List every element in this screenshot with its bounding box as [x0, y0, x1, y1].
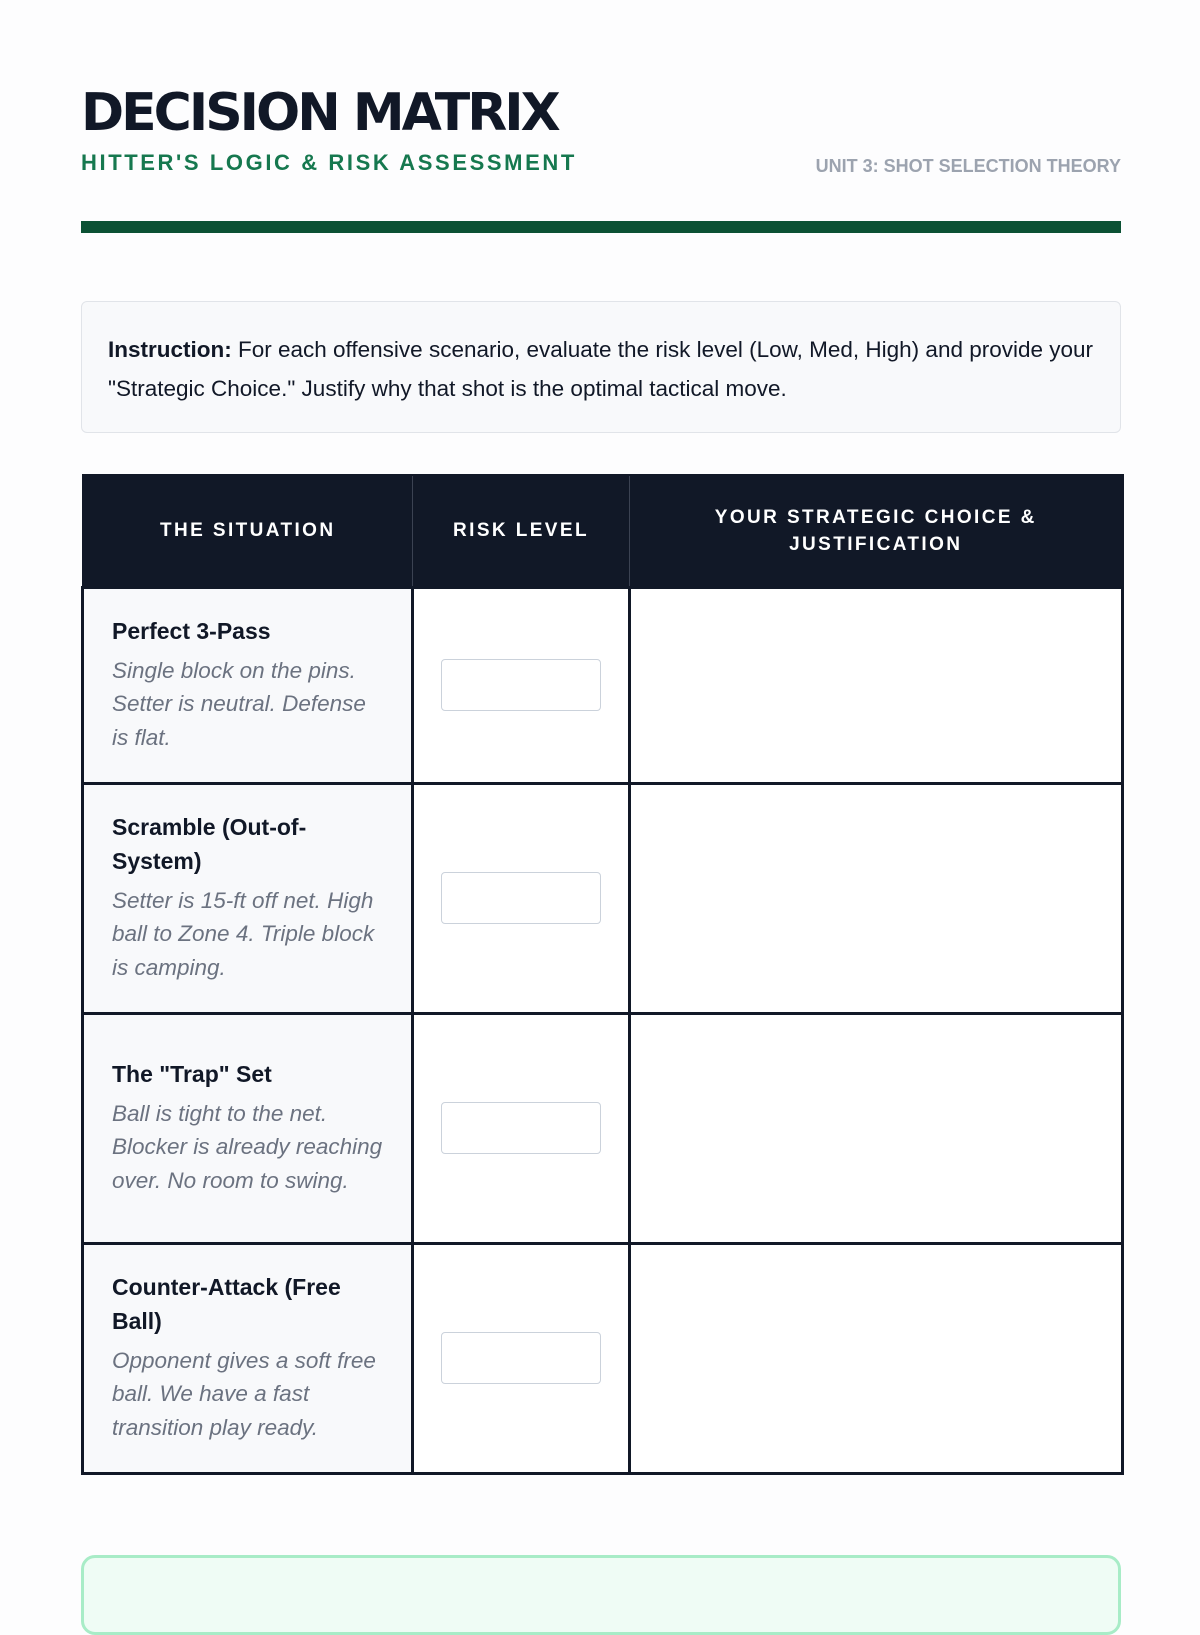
instruction-box [81, 301, 1121, 433]
page-title: DECISION MATRIX [81, 83, 558, 143]
situation-cell [83, 587, 413, 783]
situation-description: Single block on the pins. Setter is neutral. Defense is flat. [112, 657, 366, 750]
instruction-label: Instruction: [108, 337, 232, 362]
strategic-choice-field[interactable] [631, 589, 1121, 782]
table-row [83, 783, 1123, 1013]
situation-description: Opponent gives a soft free ball. We have a fast transition play ready. [112, 1347, 376, 1440]
risk-level-input[interactable] [441, 1102, 601, 1154]
table-row [83, 1243, 1123, 1473]
situation-description: Ball is tight to the net. Blocker is already reaching over. No room to swing. [112, 1100, 383, 1193]
table-row [83, 1013, 1123, 1243]
risk-level-input[interactable] [441, 872, 601, 924]
unit-label: UNIT 3: SHOT SELECTION THEORY [815, 156, 1121, 176]
risk-cell [413, 1243, 630, 1473]
situation-title: Counter-Attack (Free Ball) [112, 1273, 341, 1334]
column-header-risk-level: RISK LEVEL [413, 475, 630, 587]
risk-level-input[interactable] [441, 659, 601, 711]
situation-cell [83, 1013, 413, 1243]
page-header [81, 0, 1121, 236]
choice-cell[interactable] [630, 587, 1123, 783]
strategic-choice-field[interactable] [631, 1015, 1121, 1242]
header-divider [81, 221, 1121, 233]
table-row [83, 587, 1123, 783]
risk-level-input[interactable] [441, 1332, 601, 1384]
instruction-text: For each offensive scenario, evaluate the risk level (Low, Med, High) and provide your "Strategic Choice." Justify why that shot is the optimal tactical move. [108, 337, 1094, 401]
choice-cell[interactable] [630, 783, 1123, 1013]
situation-cell [83, 1243, 413, 1473]
column-header-situation: THE SITUATION [83, 475, 413, 587]
risk-cell [413, 783, 630, 1013]
situation-title: Perfect 3-Pass [112, 617, 271, 644]
page-subtitle: HITTER'S LOGIC & RISK ASSESSMENT [81, 150, 577, 175]
situation-title: Scramble (Out-of-System) [112, 813, 307, 874]
strategic-choice-field[interactable] [631, 785, 1121, 1012]
choice-cell[interactable] [630, 1013, 1123, 1243]
situation-cell [83, 783, 413, 1013]
risk-cell [413, 587, 630, 783]
summary-box [81, 1555, 1121, 1635]
decision-matrix-table [81, 474, 1124, 1475]
choice-cell[interactable] [630, 1243, 1123, 1473]
worksheet-page [81, 0, 1121, 1440]
risk-cell [413, 1013, 630, 1243]
column-header-strategic-choice: YOUR STRATEGIC CHOICE & JUSTIFICATION [630, 475, 1123, 587]
situation-title: The "Trap" Set [112, 1060, 272, 1087]
strategic-choice-field[interactable] [631, 1245, 1121, 1472]
table-header-row [83, 475, 1123, 587]
situation-description: Setter is 15-ft off net. High ball to Zone 4. Triple block is camping. [112, 887, 375, 980]
